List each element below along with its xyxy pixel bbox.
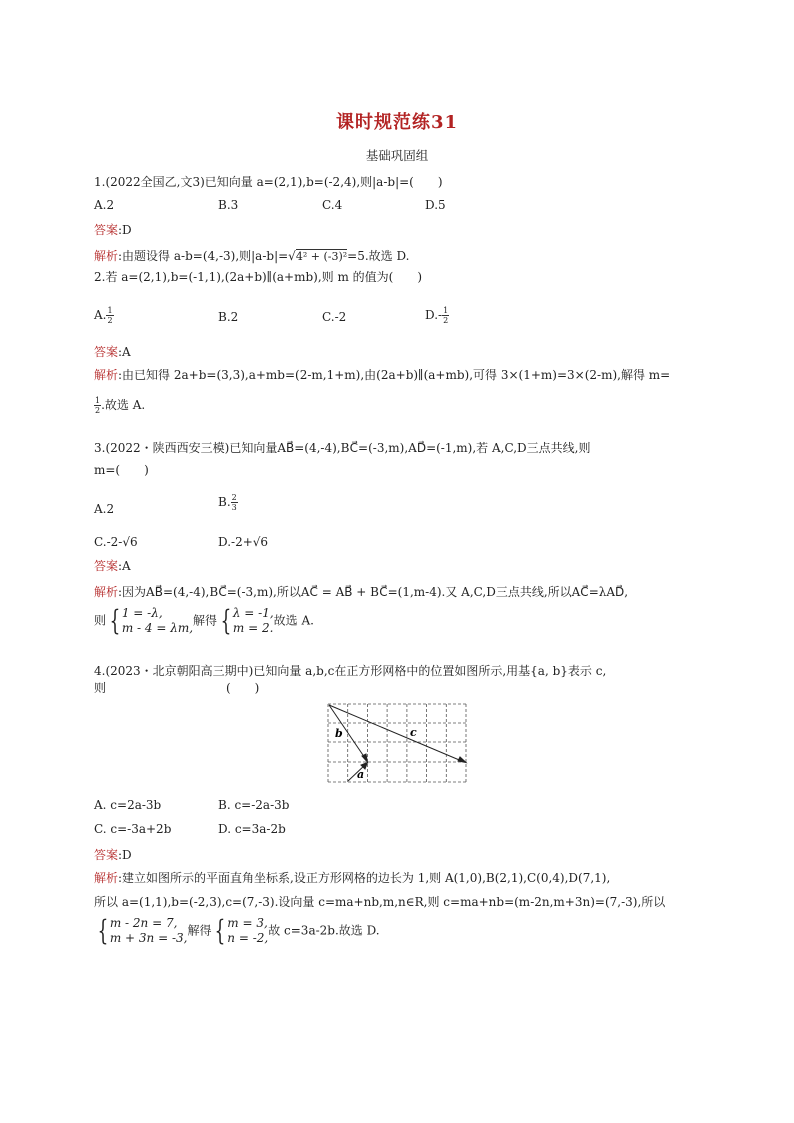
vector-grid-figure <box>326 702 468 786</box>
q3-sys-end: 故选 A. <box>273 613 314 628</box>
q1-option-b: B.3 <box>218 198 239 212</box>
equation-line: m = 2. <box>232 621 274 635</box>
left-brace-icon: { <box>220 604 232 637</box>
q4-analysis-system <box>94 916 380 946</box>
q2-answer-value: :A <box>118 345 131 359</box>
q3-sys-prefix: 则 <box>94 613 107 628</box>
fraction-denominator: 2 <box>443 316 449 325</box>
q3-analysis-system <box>94 606 314 636</box>
answer-label: 答案 <box>94 223 119 237</box>
q3-analysis-text: :因为AB⃗=(4,-4),BC⃗=(-3,m),所以AC⃗ = AB⃗ + BC⃗=(1,m-4).又 A,C,D三点共线,所以AC⃗=λAD⃗, <box>118 585 629 599</box>
q3-sys-mid: 解得 <box>193 613 218 628</box>
q3-analysis-line1 <box>94 583 628 600</box>
q2-option-c: C.-2 <box>322 310 347 324</box>
q4-option-a: A. c=2a-3b <box>94 798 162 812</box>
fraction-numerator: 2 <box>231 493 237 502</box>
q3-system-2 <box>233 606 274 636</box>
equation-line: m = 3, <box>227 916 268 930</box>
equation-line: λ = -1, <box>232 606 274 620</box>
q2-answer <box>94 343 131 360</box>
fraction-denominator: 3 <box>231 503 237 512</box>
analysis-label: 解析 <box>94 368 119 382</box>
q3-option-c: C.-2-√6 <box>94 535 138 549</box>
left-brace-icon: { <box>109 604 121 637</box>
section-subtitle: 基础巩固组 <box>365 148 429 163</box>
q4-system-2 <box>227 916 268 946</box>
q1-analysis-a: :由题设得 a-b=(4,-3),则|a-b|= <box>118 249 289 263</box>
q2-analysis-text: :由已知得 2a+b=(3,3),a+mb=(2-m,1+m),由(2a+b)∥(a+mb),可得 3×(1+m)=3×(2-m),解得 m= <box>118 368 671 382</box>
q4-sys-end: 故 c=3a-2b.故选 D. <box>268 923 380 938</box>
q4-analysis-line2: 所以 a=(1,1),b=(-2,3),c=(7,-3).设向量 c=ma+nb,m,n∈R,则 c=ma+nb=(m-2n,m+3n)=(7,-3),所以 <box>94 895 666 909</box>
arrowhead-icon <box>458 757 466 763</box>
analysis-label: 解析 <box>94 585 119 599</box>
q1-answer <box>94 221 132 238</box>
grid-lines <box>328 704 466 782</box>
fraction-denominator: 2 <box>95 406 101 415</box>
q2-analysis-line2 <box>94 396 145 415</box>
arrowhead-icon <box>362 754 367 762</box>
q2-option-a-fraction <box>106 306 113 325</box>
q1-analysis <box>94 247 409 264</box>
q4-option-b: B. c=-2a-3b <box>218 798 290 812</box>
q2-analysis-end: .故选 A. <box>101 398 146 412</box>
q4-answer-value: :D <box>118 848 132 862</box>
vector-a-label: a <box>357 768 365 781</box>
q4-analysis-line1 <box>94 869 610 886</box>
q3-option-b-fraction <box>231 493 238 512</box>
answer-label: 答案 <box>94 848 119 862</box>
q3-answer-value: :A <box>118 559 131 573</box>
answer-label: 答案 <box>94 559 119 573</box>
q4-option-c: C. c=-3a+2b <box>94 822 172 836</box>
q3-option-b-label: B. <box>218 495 231 509</box>
q4-answer <box>94 846 132 863</box>
fraction-numerator: 1 <box>443 306 449 315</box>
q2-analysis-line1 <box>94 366 670 383</box>
q3-option-b <box>218 493 238 512</box>
q1-option-d: D.5 <box>425 198 446 212</box>
q3-option-a: A.2 <box>94 502 115 516</box>
q2-option-d <box>425 306 449 325</box>
q3-system-1 <box>122 606 193 636</box>
equation-line: m + 3n = -3, <box>109 931 188 945</box>
q4-system-1 <box>110 916 188 946</box>
q4-option-d: D. c=3a-2b <box>218 822 286 836</box>
q3-stem-line1: 3.(2022・陕西西安三模)已知向量AB⃗=(4,-4),BC⃗=(-3,m),AD⃗=(-1,m),若 A,C,D三点共线,则 <box>94 441 591 455</box>
q1-stem: 1.(2022全国乙,文3)已知向量 a=(2,1),b=(-2,4),则|a-b|=( ) <box>94 175 443 189</box>
fraction-denominator: 2 <box>107 316 113 325</box>
q1-analysis-root: 4² + (-3)² <box>295 250 348 263</box>
left-brace-icon: { <box>215 914 226 947</box>
q3-stem-line2: m=( ) <box>94 463 149 477</box>
q2-option-a <box>94 306 114 325</box>
q1-option-a: A.2 <box>94 198 115 212</box>
sqrt-icon: √ <box>288 249 296 263</box>
vector-c-label: c <box>410 726 417 739</box>
q2-option-a-label: A. <box>94 308 107 322</box>
equation-line: m - 2n = 7, <box>109 916 178 930</box>
q2-stem: 2.若 a=(2,1),b=(-1,1),(2a+b)∥(a+mb),则 m 的值为( ) <box>94 270 423 284</box>
vector-c-arrow <box>329 705 464 762</box>
equation-line: n = -2, <box>227 931 269 945</box>
answer-label: 答案 <box>94 345 119 359</box>
vector-b-label: b <box>335 727 343 740</box>
q2-option-b: B.2 <box>218 310 239 324</box>
left-brace-icon: { <box>97 914 109 947</box>
q2-option-d-fraction <box>442 306 449 325</box>
q1-answer-value: :D <box>118 223 132 237</box>
analysis-label: 解析 <box>94 249 119 263</box>
q3-option-d: D.-2+√6 <box>218 535 269 549</box>
equation-line: m - 4 = λm, <box>121 621 194 635</box>
q4-sys-mid: 解得 <box>187 923 212 938</box>
page-title: 课时规范练31 <box>335 112 459 133</box>
q3-answer <box>94 557 131 574</box>
fraction-numerator: 1 <box>107 306 113 315</box>
q1-option-c: C.4 <box>322 198 343 212</box>
analysis-label: 解析 <box>94 871 119 885</box>
q4-stem-line2: 则 ( ) <box>94 681 260 695</box>
q4-stem-line1: 4.(2023・北京朝阳高三期中)已知向量 a,b,c在正方形网格中的位置如图所示,用基{a, b}表示 c, <box>94 664 607 678</box>
fraction-numerator: 1 <box>95 396 101 405</box>
q2-option-d-label: D.- <box>425 308 443 322</box>
q1-analysis-b: =5.故选 D. <box>347 249 410 263</box>
equation-line: 1 = -λ, <box>121 606 163 620</box>
q4-analysis-text: :建立如图所示的平面直角坐标系,设正方形网格的边长为 1,则 A(1,0),B(2,1),C(0,4),D(7,1), <box>118 871 611 885</box>
